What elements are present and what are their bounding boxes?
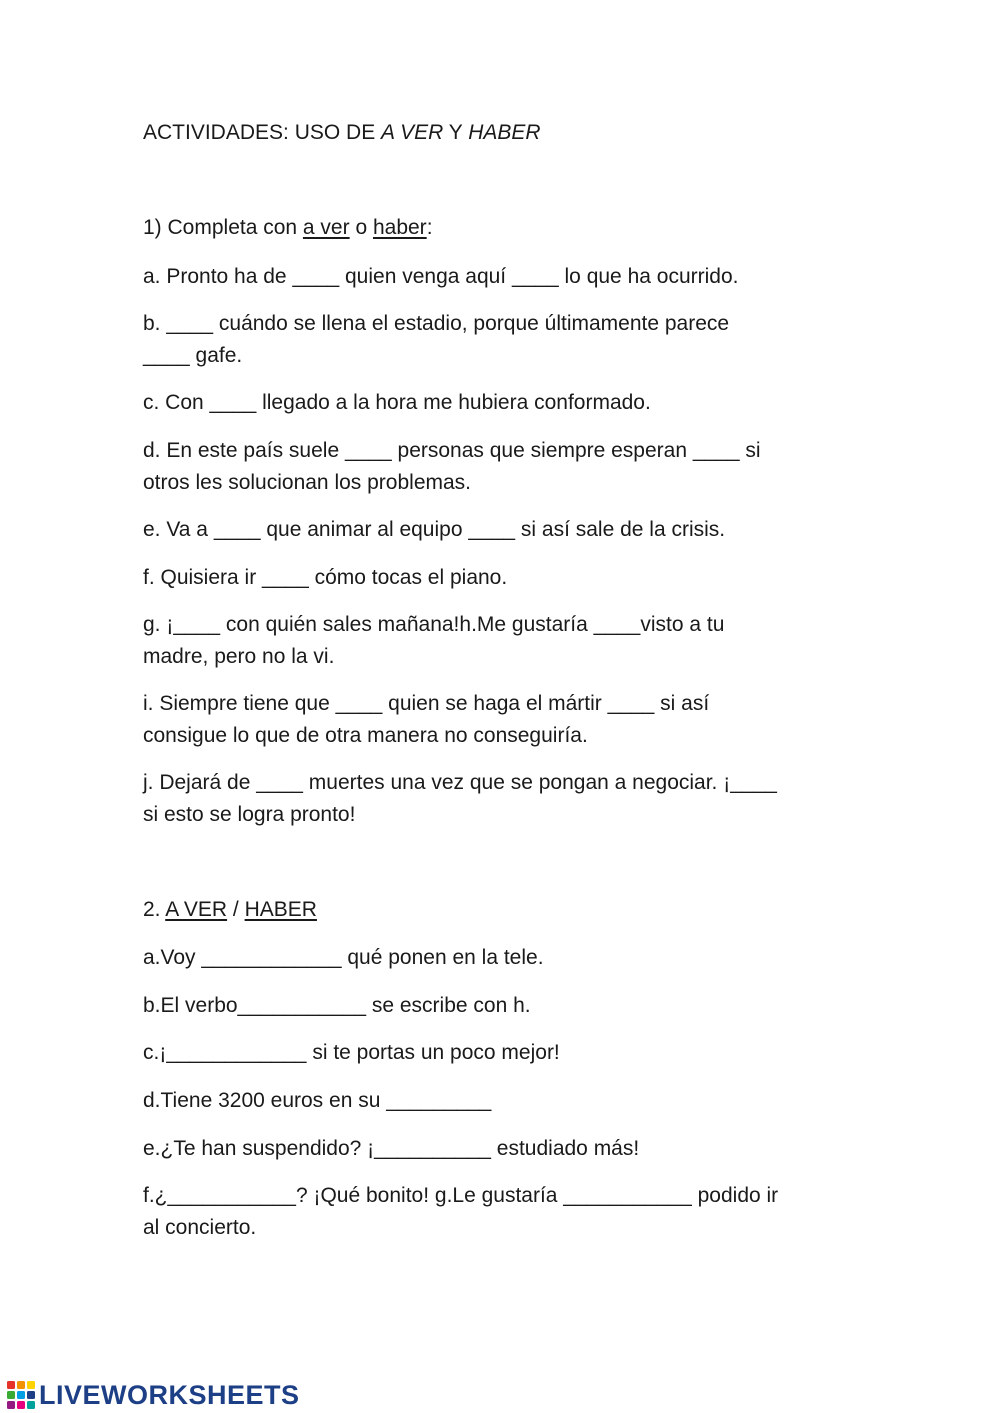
logo-square — [17, 1381, 25, 1389]
section1-option-haber: haber — [372, 216, 427, 239]
exercise-line: c. Con ____ llegado a la hora me hubiera conformado. — [143, 391, 651, 414]
logo-square — [27, 1381, 35, 1389]
section1-heading-prefix: 1) Completa con — [143, 216, 303, 239]
title-joiner: Y — [443, 121, 469, 144]
title-term-a-ver: A VER — [381, 121, 444, 144]
exercise-line: g. ¡____ con quién sales mañana!h.Me gustaría ____visto a tu — [143, 613, 725, 636]
section1-colon: : — [426, 216, 433, 239]
logo-grid-icon — [6, 1380, 36, 1410]
section2-heading — [143, 894, 317, 926]
exercise-line: a.Voy ____________ qué ponen en la tele. — [143, 946, 544, 969]
exercise-line: i. Siempre tiene que ____ quien se haga el mártir ____ si así — [143, 692, 710, 715]
logo-square — [7, 1401, 15, 1409]
logo-square — [17, 1391, 25, 1399]
logo-square — [27, 1391, 35, 1399]
logo-square — [17, 1401, 25, 1409]
exercise-line: e.¿Te han suspendido? ¡__________ estudiado más! — [143, 1137, 640, 1160]
logo-square — [27, 1401, 35, 1409]
logo-square — [7, 1381, 15, 1389]
section1-option-a-ver: a ver — [302, 216, 350, 239]
exercise-line: a. Pronto ha de ____ quien venga aquí ____ lo que ha ocurrido. — [143, 265, 739, 288]
exercise-line: consigue lo que de otra manera no conseguiría. — [143, 724, 588, 747]
exercise-line: b. ____ cuándo se llena el estadio, porque últimamente parece — [143, 312, 730, 335]
section2-option-a-ver: A VER — [165, 898, 228, 921]
exercise-line: f.¿___________? ¡Qué bonito! g.Le gustaría ___________ podido ir — [143, 1184, 779, 1207]
section1-heading — [143, 212, 433, 244]
section1-separator: o — [349, 216, 373, 239]
logo-text: LIVEWORKSHEETS — [39, 1379, 300, 1410]
exercise-line: f. Quisiera ir ____ cómo tocas el piano. — [143, 566, 508, 589]
section2-heading-prefix: 2. — [143, 898, 166, 921]
title-term-haber: HABER — [468, 121, 541, 144]
exercise-line: al concierto. — [143, 1216, 257, 1239]
liveworksheets-logo[interactable] — [6, 1380, 300, 1410]
exercise-line: b.El verbo___________ se escribe con h. — [143, 994, 531, 1017]
exercise-line: ____ gafe. — [143, 344, 243, 367]
exercise-line: d. En este país suele ____ personas que siempre esperan ____ si — [143, 439, 761, 462]
page-title — [143, 117, 541, 149]
logo-square — [7, 1391, 15, 1399]
exercise-line: madre, pero no la vi. — [143, 645, 335, 668]
exercise-line: e. Va a ____ que animar al equipo ____ si así sale de la crisis. — [143, 518, 726, 541]
exercise-line: j. Dejará de ____ muertes una vez que se pongan a negociar. ¡____ — [143, 771, 777, 794]
exercise-line: c.¡____________ si te portas un poco mejor! — [143, 1041, 560, 1064]
title-prefix: ACTIVIDADES: USO DE — [143, 121, 382, 144]
section2-option-haber: HABER — [244, 898, 317, 921]
exercise-line: si esto se logra pronto! — [143, 803, 356, 826]
exercise-line: d.Tiene 3200 euros en su _________ — [143, 1089, 492, 1112]
exercise-line: otros les solucionan los problemas. — [143, 471, 472, 494]
section2-separator: / — [227, 898, 245, 921]
